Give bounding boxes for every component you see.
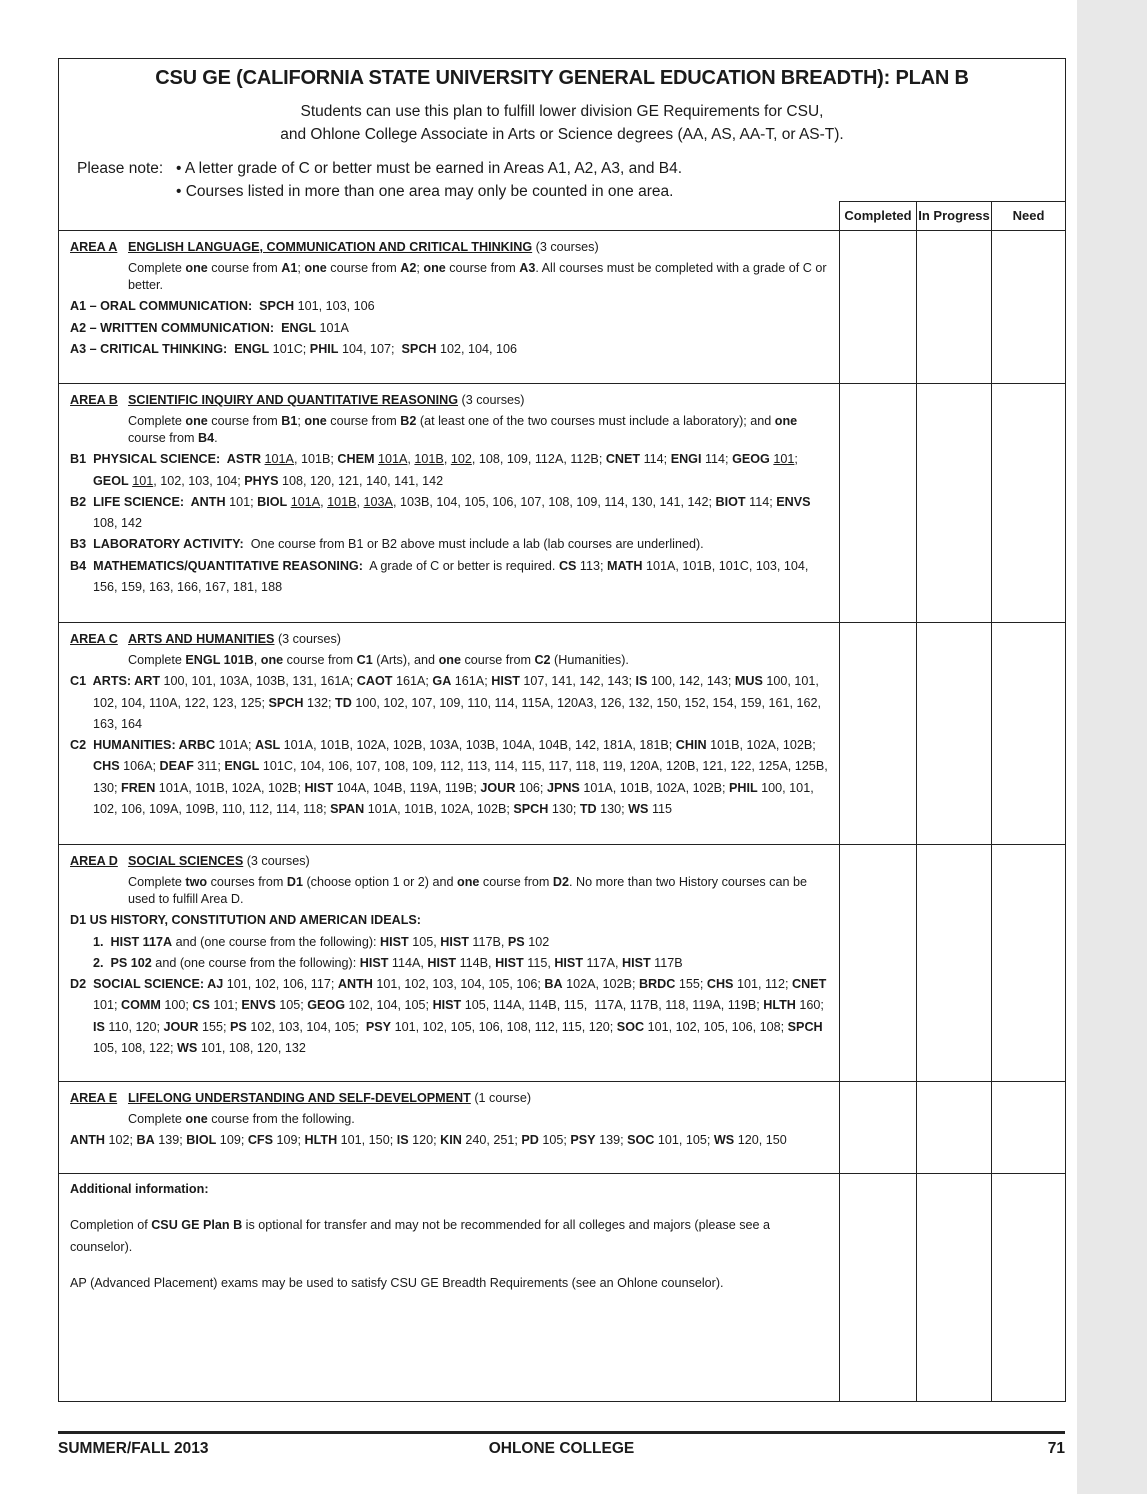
area-d1-option-1: 1. HIST 117A and (one course from the following): HIST 105, HIST 117B, PS 102 — [93, 934, 550, 949]
footer-divider — [58, 1431, 1065, 1434]
area-a2-courses: A2 – WRITTEN COMMUNICATION: ENGL 101A — [70, 320, 349, 335]
area-e-in-progress-cell[interactable] — [916, 1082, 917, 1173]
footer-term: SUMMER/FALL 2013 — [58, 1440, 209, 1457]
note-label: Please note: — [77, 160, 164, 177]
area-c-instruction: Complete ENGL 101B, one course from C1 (Arts), and one course from C2 (Humanities). — [128, 653, 629, 668]
area-c2-courses: C2 HUMANITIES: ARBC 101A; ASL 101A, 101B, 102A, 102B, 103A, 103B, 104A, 104B, 142, 181A, 181B; CHIN 101B, 102A, 102B; CHS 106A; DEAF 311; ENGL 101C, 104, 106, 107, 108, 109, 112, 113, 114, 115, 117, 118, 119, 120A, 120B, 121, 122, 125A, 125B, 130; FREN 101A, 101B, 102A, 102B; HIST 104A, 104B, 119A, 119B; JOUR 106; JPNS 101A, 101B, 102A, 102B; PHIL 100, 101, 102, 106, 109A, 109B, 110, 112, 114, 118; SPAN 101A, 101B, 102A, 102B; SPCH 130; TD 130; WS 115 — [70, 738, 828, 817]
area-b-row — [59, 383, 1065, 622]
area-e-heading: AREA E LIFELONG UNDERSTANDING AND SELF-DEVELOPMENT (1 course) — [70, 1091, 532, 1105]
area-c1-courses: C1 ARTS: ART 100, 101, 103A, 103B, 131, 161A; CAOT 161A; GA 161A; HIST 107, 141, 142, 143; IS 100, 142, 143; MUS 100, 101, 102, 104, 110A, 122, 123, 125; SPCH 132; TD 100, 102, 107, 109, 110, 114, 115A, 120A3, 126, 132, 150, 152, 154, 159, 161, 162, 163, 164 — [70, 674, 822, 731]
table-header — [59, 59, 1065, 230]
area-a1-courses: A1 – ORAL COMMUNICATION: SPCH 101, 103, 106 — [70, 299, 375, 314]
additional-info-row — [59, 1173, 1065, 1401]
area-a-in-progress-cell[interactable] — [916, 231, 917, 383]
additional-info-content — [70, 1179, 828, 1294]
area-a-completed-cell[interactable] — [839, 231, 840, 383]
footer-college: OHLONE COLLEGE — [488, 1440, 635, 1457]
area-d1-option-2: 2. PS 102 and (one course from the following): HIST 114A, HIST 114B, HIST 115, HIST 117A, HIST 117B — [93, 955, 683, 970]
area-d-content — [70, 851, 828, 1059]
additional-need-cell — [991, 1174, 992, 1401]
page-title: CSU GE (CALIFORNIA STATE UNIVERSITY GENERAL EDUCATION BREADTH): PLAN B — [155, 67, 969, 89]
area-d2-courses: D2 SOCIAL SCIENCE: AJ 101, 102, 106, 117; ANTH 101, 102, 103, 104, 105, 106; BA 102A, 102B; BRDC 155; CHS 101, 112; CNET 101; COMM 100; CS 101; ENVS 105; GEOG 102, 104, 105; HIST 105, 114A, 114B, 115, 117A, 117B, 118, 119A, 119B; HLTH 160; IS 110, 120; JOUR 155; PS 102, 103, 104, 105; PSY 101, 102, 105, 106, 108, 112, 115, 120; SOC 101, 102, 105, 106, 108; SPCH 105, 108, 122; WS 101, 108, 120, 132 — [70, 977, 827, 1056]
area-d-need-cell[interactable] — [991, 845, 992, 1081]
page-margin-band — [1077, 0, 1147, 1494]
area-b3-courses: B3 LABORATORY ACTIVITY: One course from B1 or B2 above must include a lab (lab courses are underlined). — [70, 537, 704, 552]
area-b1-courses: B1 PHYSICAL SCIENCE: ASTR 101A, 101B; CHEM 101A, 101B, 102, 108, 109, 112A, 112B; CNET 114; ENGI 114; GEOG 101; GEOL 101, 102, 103, 104; PHYS 108, 120, 121, 140, 141, 142 — [70, 452, 798, 488]
area-c-need-cell[interactable] — [991, 623, 992, 844]
column-header-need: Need — [991, 201, 1065, 230]
ge-plan-table — [58, 58, 1066, 1402]
area-b-completed-cell[interactable] — [839, 384, 840, 622]
area-d-instruction: Complete two courses from D1 (choose option 1 or 2) and one course from D2. No more than two History courses can be used to fulfill Area D. — [128, 875, 807, 907]
area-a-content — [70, 237, 828, 360]
additional-info-heading: Additional information: — [70, 1182, 209, 1196]
column-header-in-progress: In Progress — [916, 201, 991, 230]
area-b2-courses: B2 LIFE SCIENCE: ANTH 101; BIOL 101A, 101B, 103A, 103B, 104, 105, 106, 107, 108, 109, 114, 130, 141, 142; BIOT 114; ENVS 108, 142 — [70, 494, 811, 531]
area-a-need-cell[interactable] — [991, 231, 992, 383]
area-b-heading: AREA B SCIENTIFIC INQUIRY AND QUANTITATIVE REASONING (3 courses) — [70, 393, 525, 407]
area-a-heading: AREA A ENGLISH LANGUAGE, COMMUNICATION AND CRITICAL THINKING (3 courses) — [70, 240, 599, 254]
area-b-content — [70, 390, 828, 598]
area-c-in-progress-cell[interactable] — [916, 623, 917, 844]
plan-b-optional-note: Completion of CSU GE Plan B is optional for transfer and may not be recommended for all colleges and majors (please see a counselor). — [70, 1218, 771, 1254]
area-c-heading: AREA C ARTS AND HUMANITIES (3 courses) — [70, 632, 341, 646]
additional-in-progress-cell — [916, 1174, 917, 1401]
area-a-row — [59, 230, 1065, 383]
area-d-row — [59, 844, 1065, 1081]
area-d-completed-cell[interactable] — [839, 845, 840, 1081]
subtitle-line-2: and Ohlone College Associate in Arts or Science degrees (AA, AS, AA-T, or AS-T). — [280, 126, 844, 143]
area-e-instruction: Complete one course from the following. — [128, 1112, 355, 1127]
area-e-row — [59, 1081, 1065, 1173]
area-e-content — [70, 1088, 828, 1152]
area-e-need-cell[interactable] — [991, 1082, 992, 1173]
area-c-content — [70, 629, 828, 820]
column-header-completed: Completed — [839, 201, 916, 230]
area-d-heading: AREA D SOCIAL SCIENCES (3 courses) — [70, 854, 310, 868]
page-number: 71 — [1047, 1440, 1065, 1457]
additional-completed-cell — [839, 1174, 840, 1401]
note-item-one-area: • Courses listed in more than one area may only be counted in one area. — [176, 183, 674, 200]
area-b4-courses: B4 MATHEMATICS/QUANTITATIVE REASONING: A grade of C or better is required. CS 113; MATH 101A, 101B, 101C, 103, 104, 156, 159, 163, 166, 167, 181, 188 — [70, 558, 809, 595]
note-item-grade: • A letter grade of C or better must be earned in Areas A1, A2, A3, and B4. — [176, 160, 683, 177]
area-c-completed-cell[interactable] — [839, 623, 840, 844]
area-b-instruction: Complete one course from B1; one course from B2 (at least one of the two courses must include a laboratory); and one course from B4. — [128, 414, 798, 446]
subtitle-line-1: Students can use this plan to fulfill lower division GE Requirements for CSU, — [300, 103, 824, 120]
area-e-completed-cell[interactable] — [839, 1082, 840, 1173]
area-a-instruction: Complete one course from A1; one course from A2; one course from A3. All courses must be completed with a grade of C or better. — [128, 261, 827, 293]
area-b-need-cell[interactable] — [991, 384, 992, 622]
area-d1-heading: D1 US HISTORY, CONSTITUTION AND AMERICAN IDEALS: — [70, 913, 422, 928]
ap-exam-note: AP (Advanced Placement) exams may be used to satisfy CSU GE Breadth Requirements (see an Ohlone counselor). — [70, 1275, 724, 1290]
area-a3-courses: A3 – CRITICAL THINKING: ENGL 101C; PHIL 104, 107; SPCH 102, 104, 106 — [70, 341, 518, 356]
area-e-courses: ANTH 102; BA 139; BIOL 109; CFS 109; HLTH 101, 150; IS 120; KIN 240, 251; PD 105; PSY 139; SOC 101, 105; WS 120, 150 — [70, 1133, 787, 1148]
area-b-in-progress-cell[interactable] — [916, 384, 917, 622]
area-d-in-progress-cell[interactable] — [916, 845, 917, 1081]
area-c-row — [59, 622, 1065, 844]
